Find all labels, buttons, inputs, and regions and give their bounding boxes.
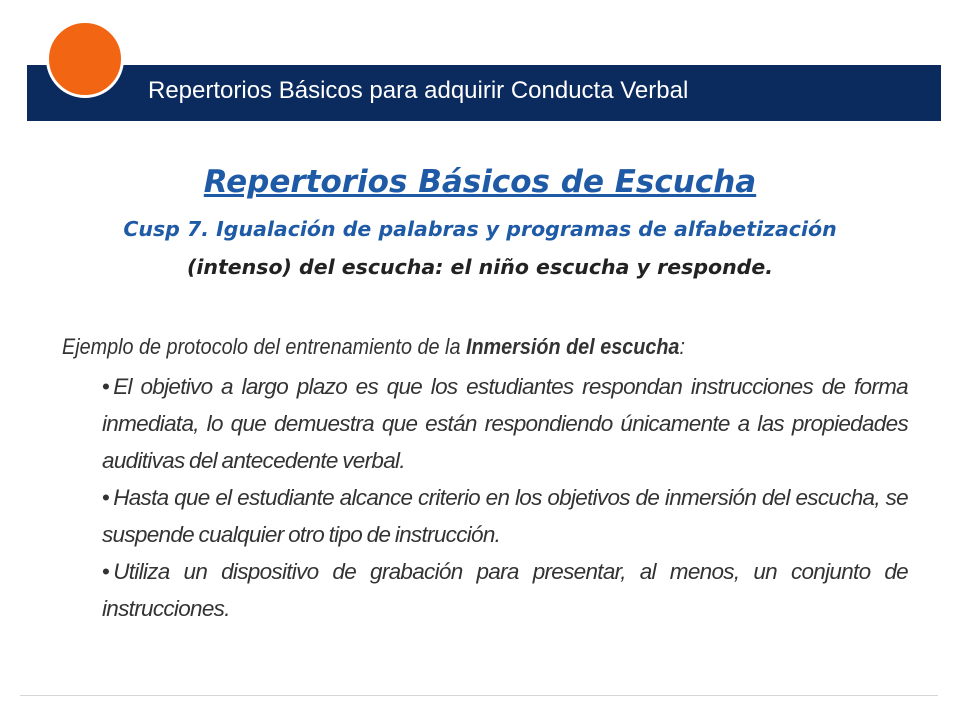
section-title: Repertorios Básicos de Escucha bbox=[203, 164, 757, 200]
intro-bold: Inmersión del escucha bbox=[465, 334, 680, 359]
cusp-line-2: (intenso) del escucha: el niño escucha y responde. bbox=[186, 255, 774, 279]
bullet-dot: • bbox=[102, 485, 110, 510]
bullet-dot: • bbox=[102, 374, 110, 399]
list-item bbox=[102, 553, 908, 627]
bullet-list bbox=[102, 368, 908, 627]
bullet-text: Hasta que el estudiante alcance criterio en los objetivos de inmersión del escucha, se suspende cualquier otro tipo de instrucción. bbox=[102, 485, 908, 547]
cusp-line-1: Cusp 7. Igualación de palabras y programas de alfabetización bbox=[123, 217, 837, 241]
header-title: Repertorios Básicos para adquirir Conducta Verbal bbox=[148, 77, 689, 104]
cusp-subtitle bbox=[40, 210, 920, 286]
list-item bbox=[102, 479, 908, 553]
bullet-dot: • bbox=[102, 559, 110, 584]
intro-suffix: : bbox=[679, 334, 685, 359]
intro-prefix: Ejemplo de protocolo del entrenamiento de la bbox=[62, 334, 466, 359]
bottom-divider bbox=[20, 695, 938, 696]
logo-circle bbox=[46, 20, 124, 98]
bullet-text: Utiliza un dispositivo de grabación para presentar, al menos, un conjunto de instrucciones. bbox=[102, 559, 908, 621]
intro-text bbox=[62, 332, 836, 362]
bullet-text: El objetivo a largo plazo es que los estudiantes respondan instrucciones de forma inmediata, lo que demuestra que están respondiendo únicamente a las propiedades auditivas del antecedente verbal. bbox=[102, 374, 908, 473]
list-item bbox=[102, 368, 908, 479]
